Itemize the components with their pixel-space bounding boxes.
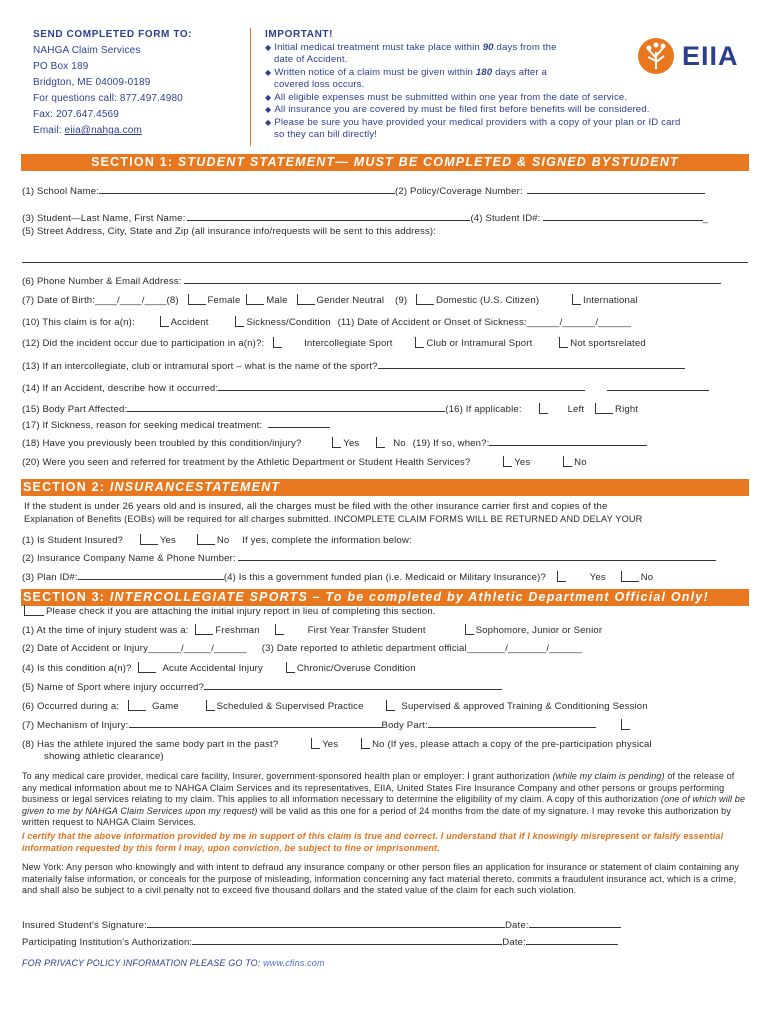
left-checkbox[interactable] <box>539 403 548 414</box>
institution-authorization-label: Participating Institution's Authorization: <box>22 937 193 948</box>
tree-logo-icon <box>636 36 676 76</box>
sophomore-checkbox[interactable] <box>465 624 474 635</box>
prior-injury-row <box>22 738 652 750</box>
student-id-label: (4) Student ID#: <box>470 213 541 224</box>
transfer-checkbox[interactable] <box>275 624 284 635</box>
student-name-row <box>22 212 708 224</box>
student-signature-row <box>22 919 621 931</box>
referral-label: (20) Were you seen and referred for treatment by the Athletic Department or Student Health Services? <box>22 457 471 468</box>
referral-yes-label: Yes <box>514 457 531 468</box>
student-signature-field[interactable] <box>147 919 505 928</box>
gov-plan-label: (4) Is this a government funded plan (i.e. Medicaid or Military Insurance)? <box>223 572 546 583</box>
plan-id-label: (3) Plan ID#: <box>22 572 78 583</box>
gender-neutral-checkbox[interactable] <box>297 294 315 305</box>
important-item-5: ◆ Please be sure you have provided your medical providers with a copy of your plan or ID card <box>265 117 681 128</box>
eiia-logo <box>636 36 754 76</box>
dob-label[interactable]: (7) Date of Birth:____/____/____(8) <box>22 295 179 306</box>
acute-checkbox[interactable] <box>138 662 156 673</box>
insured-yes-checkbox[interactable] <box>140 534 158 545</box>
prior-injury-no-label: No (If yes, please attach a copy of the pre-participation physical <box>372 739 652 750</box>
insurance-company-field[interactable] <box>238 552 716 561</box>
referral-no-label: No <box>574 457 587 468</box>
side-label: (16) If applicable: <box>445 404 522 415</box>
attach-report-checkbox[interactable] <box>24 605 44 616</box>
accident-dates-row <box>22 643 582 654</box>
gov-no-label: No <box>640 572 654 583</box>
prior-injury-label: (8) Has the athlete injured the same body part in the past? <box>22 739 279 750</box>
club-intramural-checkbox[interactable] <box>415 337 424 348</box>
prior-condition-label: (18) Have you previously been troubled by this condition/injury? <box>22 438 302 449</box>
scheduled-practice-label: Scheduled & Supervised Practice <box>216 701 364 712</box>
not-sports-label: Not sportsrelated <box>570 338 646 349</box>
accident-description-label: (14) If an Accident, describe how it occurred: <box>22 383 219 394</box>
accident-checkbox[interactable] <box>160 316 169 327</box>
accident-label: Accident <box>170 317 209 328</box>
accident-date-label[interactable]: (11) Date of Accident or Onset of Sickness:______/______/______ <box>337 317 632 328</box>
street-address-line[interactable] <box>22 262 748 263</box>
occurred-during-label: (6) Occurred during a: <box>22 701 120 712</box>
body-part-2-label: Body Part: <box>381 720 428 731</box>
acute-label: Acute Accidental Injury <box>162 663 263 674</box>
body-part-2-field[interactable] <box>428 719 596 728</box>
supervised-training-checkbox[interactable] <box>386 700 395 711</box>
privacy-footer <box>22 958 325 968</box>
club-intramural-label: Club or Intramural Sport <box>426 338 533 349</box>
attach-report-label: Please check if you are attaching the initial injury report in lieu of completing this section. <box>46 606 436 617</box>
authorization-paragraph: To any medical care provider, medical care facility, Insurer, government-sponsored health plan or employer: I grant authorization (while my claim is pending) of the release of any medical information about me to NAHGA Claim Services and its representatives, EIIA, United States Fire Insurance Company and other persons or groups performing business or legal services relating to my claim. This applies to all information necessary to determine the eligibility of my claim. A copy of this authorization (one of which will be given to me by NAHGA Claim Services upon my request) will be valid as this one for a period of 24 months from the date of my signature. I may revoke this authorization by written request to NAHGA Claim Services. <box>22 771 746 827</box>
section-2-intro-1: If the student is under 26 years old and is insured, all the charges must be filed with the other insurance carrier first and copies of the <box>24 501 608 512</box>
female-label: Female <box>207 295 241 306</box>
important-item-3: ◆ All eligible expenses must be submitted within one year from the date of service. <box>265 92 628 103</box>
prior-no-label: No <box>393 438 406 449</box>
right-checkbox[interactable] <box>595 403 613 414</box>
student-class-row <box>22 624 602 636</box>
claim-type-label: (10) This claim is for a(n): <box>22 317 135 328</box>
referral-row <box>22 456 587 468</box>
school-name-row <box>22 185 705 197</box>
condition-type-label: (4) Is this condition a(n)? <box>22 663 132 674</box>
institution-authorization-row <box>22 936 618 948</box>
section-2-header: SECTION 2: INSURANCESTATEMENT <box>21 479 749 496</box>
student-name-label: (3) Student—Last Name, First Name: <box>22 213 186 224</box>
sport-name-label: (13) If an intercollegiate, club or intramural sport – what is the name of the sport? <box>22 361 378 372</box>
international-label: International <box>583 295 638 306</box>
residency-label: (9) <box>395 295 408 306</box>
certification-statement: I certify that the above information provided by me in support of this claim is true and correct. I understand that if I knowingly misrepresent or falsify essential information requested by this form I may, upon conviction, be subject to fine or imprisonment. <box>22 831 724 853</box>
insured-label: (1) Is Student Insured? <box>22 535 124 546</box>
sickness-checkbox[interactable] <box>235 316 244 327</box>
body-part-extra-checkbox[interactable] <box>621 719 630 730</box>
intercollegiate-checkbox[interactable] <box>273 337 282 348</box>
mechanism-label: (7) Mechanism of Injury: <box>22 720 129 731</box>
condition-type-row <box>22 662 416 674</box>
prior-injury-cont: showing athletic clearance) <box>44 751 164 762</box>
gov-yes-checkbox[interactable] <box>557 571 566 582</box>
logo-text: EIIA <box>682 41 739 71</box>
gov-yes-label: Yes <box>589 572 606 583</box>
student-name-field[interactable] <box>187 212 470 221</box>
school-name-field[interactable] <box>99 185 395 194</box>
supervised-training-label: Supervised & approved Training & Conditioning Session <box>401 701 648 712</box>
policy-number-label: (2) Policy/Coverage Number: <box>395 186 523 197</box>
sickness-reason-field[interactable] <box>268 419 330 428</box>
insured-row <box>22 534 412 546</box>
insured-note: If yes, complete the information below: <box>242 535 412 546</box>
student-date-field[interactable] <box>529 919 621 928</box>
student-date-label: Date: <box>504 920 529 931</box>
prior-injury-yes-label: Yes <box>322 739 339 750</box>
prior-condition-row <box>22 437 647 449</box>
insurance-company-label: (2) Insurance Company Name & Phone Number: <box>22 553 236 564</box>
street-address-label: (5) Street Address, City, State and Zip (all insurance info/requests will be sent to this address): <box>22 226 437 237</box>
important-item-5-cont: so they can bill directly! <box>274 129 378 140</box>
section-2-intro-2: Explanation of Benefits (EOBs) will be required for all charges submitted. INCOMPLETE CLAIM FORMS WILL BE RETURNED AND DELAY YOUR <box>24 514 643 524</box>
policy-number-field[interactable] <box>527 185 705 194</box>
phone-email-row <box>22 275 721 287</box>
prior-yes-checkbox[interactable] <box>332 437 341 448</box>
referral-no-checkbox[interactable] <box>563 456 572 467</box>
email-line <box>33 125 142 136</box>
right-label: Right <box>615 404 639 415</box>
student-class-label: (1) At the time of injury student was a: <box>22 625 189 636</box>
accident-date-field[interactable]: (2) Date of Accident or Injury______/_____/______ <box>22 643 247 654</box>
participation-row <box>22 337 646 349</box>
dob-gender-row <box>22 294 638 306</box>
left-label: Left <box>567 404 585 415</box>
phone-email-label: (6) Phone Number & Email Address: <box>22 276 182 287</box>
school-name-label: (1) School Name: <box>22 186 100 197</box>
privacy-link[interactable]: www.cfins.com <box>263 958 325 968</box>
important-item-4: ◆ All insurance you are covered by must be filed first before benefits will be considered. <box>265 104 650 115</box>
prior-when-field[interactable] <box>489 437 647 446</box>
section-3-header: SECTION 3: INTERCOLLEGIATE SPORTS – To be completed by Athletic Department Official Only! <box>21 589 749 606</box>
important-item-1: ◆ Initial medical treatment must take place within 90 days from the <box>265 42 557 53</box>
mechanism-field[interactable] <box>129 719 382 728</box>
email-link[interactable]: eiia@nahga.com <box>64 125 142 136</box>
international-checkbox[interactable] <box>572 294 581 305</box>
sport-occurred-label: (5) Name of Sport where injury occurred? <box>22 682 204 693</box>
fax-line: Fax: 207.647.4569 <box>33 109 119 120</box>
insured-yes-label: Yes <box>159 535 176 546</box>
sickness-label: Sickness/Condition <box>246 317 331 328</box>
header-divider <box>250 28 251 146</box>
not-sports-checkbox[interactable] <box>559 337 568 348</box>
email-label: Email: <box>33 125 62 136</box>
male-checkbox[interactable] <box>246 294 264 305</box>
referral-yes-checkbox[interactable] <box>503 456 512 467</box>
institution-date-field[interactable] <box>526 936 618 945</box>
gender-neutral-label: Gender Neutral <box>316 295 385 306</box>
domestic-checkbox[interactable] <box>416 294 434 305</box>
important-item-2-cont: covered loss occurs. <box>274 79 365 90</box>
occurred-during-row <box>22 700 648 712</box>
sport-occurred-row <box>22 681 502 693</box>
attach-report-row <box>22 605 436 617</box>
game-checkbox[interactable] <box>128 700 146 711</box>
sickness-reason-row <box>22 419 330 431</box>
important-title: IMPORTANT! <box>265 29 334 40</box>
sickness-reason-label: (17) If Sickness, reason for seeking medical treatment: <box>22 420 263 431</box>
plan-id-row <box>22 571 653 583</box>
send-to-title: SEND COMPLETED FORM TO: <box>33 29 193 40</box>
prior-when-label: (19) If so, when?: <box>412 438 490 449</box>
plan-id-field[interactable] <box>78 571 224 580</box>
insured-no-checkbox[interactable] <box>197 534 215 545</box>
scheduled-practice-checkbox[interactable] <box>206 700 215 711</box>
institution-date-label: Date: <box>502 937 526 948</box>
mechanism-row <box>22 719 632 731</box>
sport-occurred-field[interactable] <box>204 681 502 690</box>
accident-description-row <box>22 382 709 394</box>
address-line: Bridgton, ME 04009-0189 <box>33 77 151 88</box>
section-1-header: SECTION 1: STUDENT STATEMENT— MUST BE COMPLETED & SIGNED BYSTUDENT <box>21 154 749 171</box>
privacy-label: FOR PRIVACY POLICY INFORMATION PLEASE GO TO: <box>22 958 264 968</box>
address-line: PO Box 189 <box>33 61 89 72</box>
phone-line: For questions call: 877.497.4980 <box>33 93 183 104</box>
sport-name-row <box>22 360 685 372</box>
student-signature-label: Insured Student's Signature: <box>22 920 147 931</box>
address-line: NAHGA Claim Services <box>33 45 141 56</box>
reported-date-field[interactable]: (3) Date reported to athletic department official_______/_______/______ <box>261 643 583 654</box>
freshman-label: Freshman <box>215 625 260 636</box>
institution-authorization-field[interactable] <box>192 936 502 945</box>
chronic-checkbox[interactable] <box>286 662 295 673</box>
sport-name-field[interactable] <box>378 360 685 369</box>
insurance-company-row <box>22 552 716 564</box>
prior-injury-yes-checkbox[interactable] <box>311 738 320 749</box>
game-label: Game <box>151 701 179 712</box>
sophomore-label: Sophomore, Junior or Senior <box>475 625 603 636</box>
participation-label: (12) Did the incident occur due to participation in a(n)?: <box>22 338 265 349</box>
female-checkbox[interactable] <box>188 294 206 305</box>
new-york-fraud-notice: New York: Any person who knowingly and with intent to defraud any insurance company or other person files an application for insurance or statement of claim containing any materially false information, or conceals for the purpose of misleading, information concerning any fact material thereto, commits a fraudulent insurance act, which is a crime, and shall also be subject to a civil penalty not to exceed five thousand dollars and the stated value of the claim for each such violation. <box>22 862 740 895</box>
prior-no-checkbox[interactable] <box>376 437 385 448</box>
claim-type-row <box>22 316 631 328</box>
chronic-label: Chronic/Overuse Condition <box>296 663 416 674</box>
accident-description-field-2[interactable] <box>607 382 709 391</box>
domestic-label: Domestic (U.S. Citizen) <box>436 295 540 306</box>
body-part-label: (15) Body Part Affected: <box>22 404 128 415</box>
prior-yes-label: Yes <box>343 438 360 449</box>
important-item-1-cont: date of Accident. <box>274 54 348 65</box>
male-label: Male <box>266 295 288 306</box>
student-id-field[interactable] <box>543 212 703 221</box>
accident-description-field[interactable] <box>218 382 585 391</box>
phone-email-field[interactable] <box>184 275 721 284</box>
insured-no-label: No <box>216 535 230 546</box>
intercollegiate-label: Intercollegiate Sport <box>304 338 393 349</box>
freshman-checkbox[interactable] <box>195 624 213 635</box>
prior-injury-no-checkbox[interactable] <box>361 738 370 749</box>
body-part-field[interactable] <box>127 403 445 412</box>
student-id-tail: _ <box>702 213 709 224</box>
transfer-label: First Year Transfer Student <box>307 625 426 636</box>
gov-no-checkbox[interactable] <box>621 571 639 582</box>
important-item-2: ◆ Written notice of a claim must be given within 180 days after a <box>265 67 548 78</box>
body-part-row <box>22 403 638 415</box>
